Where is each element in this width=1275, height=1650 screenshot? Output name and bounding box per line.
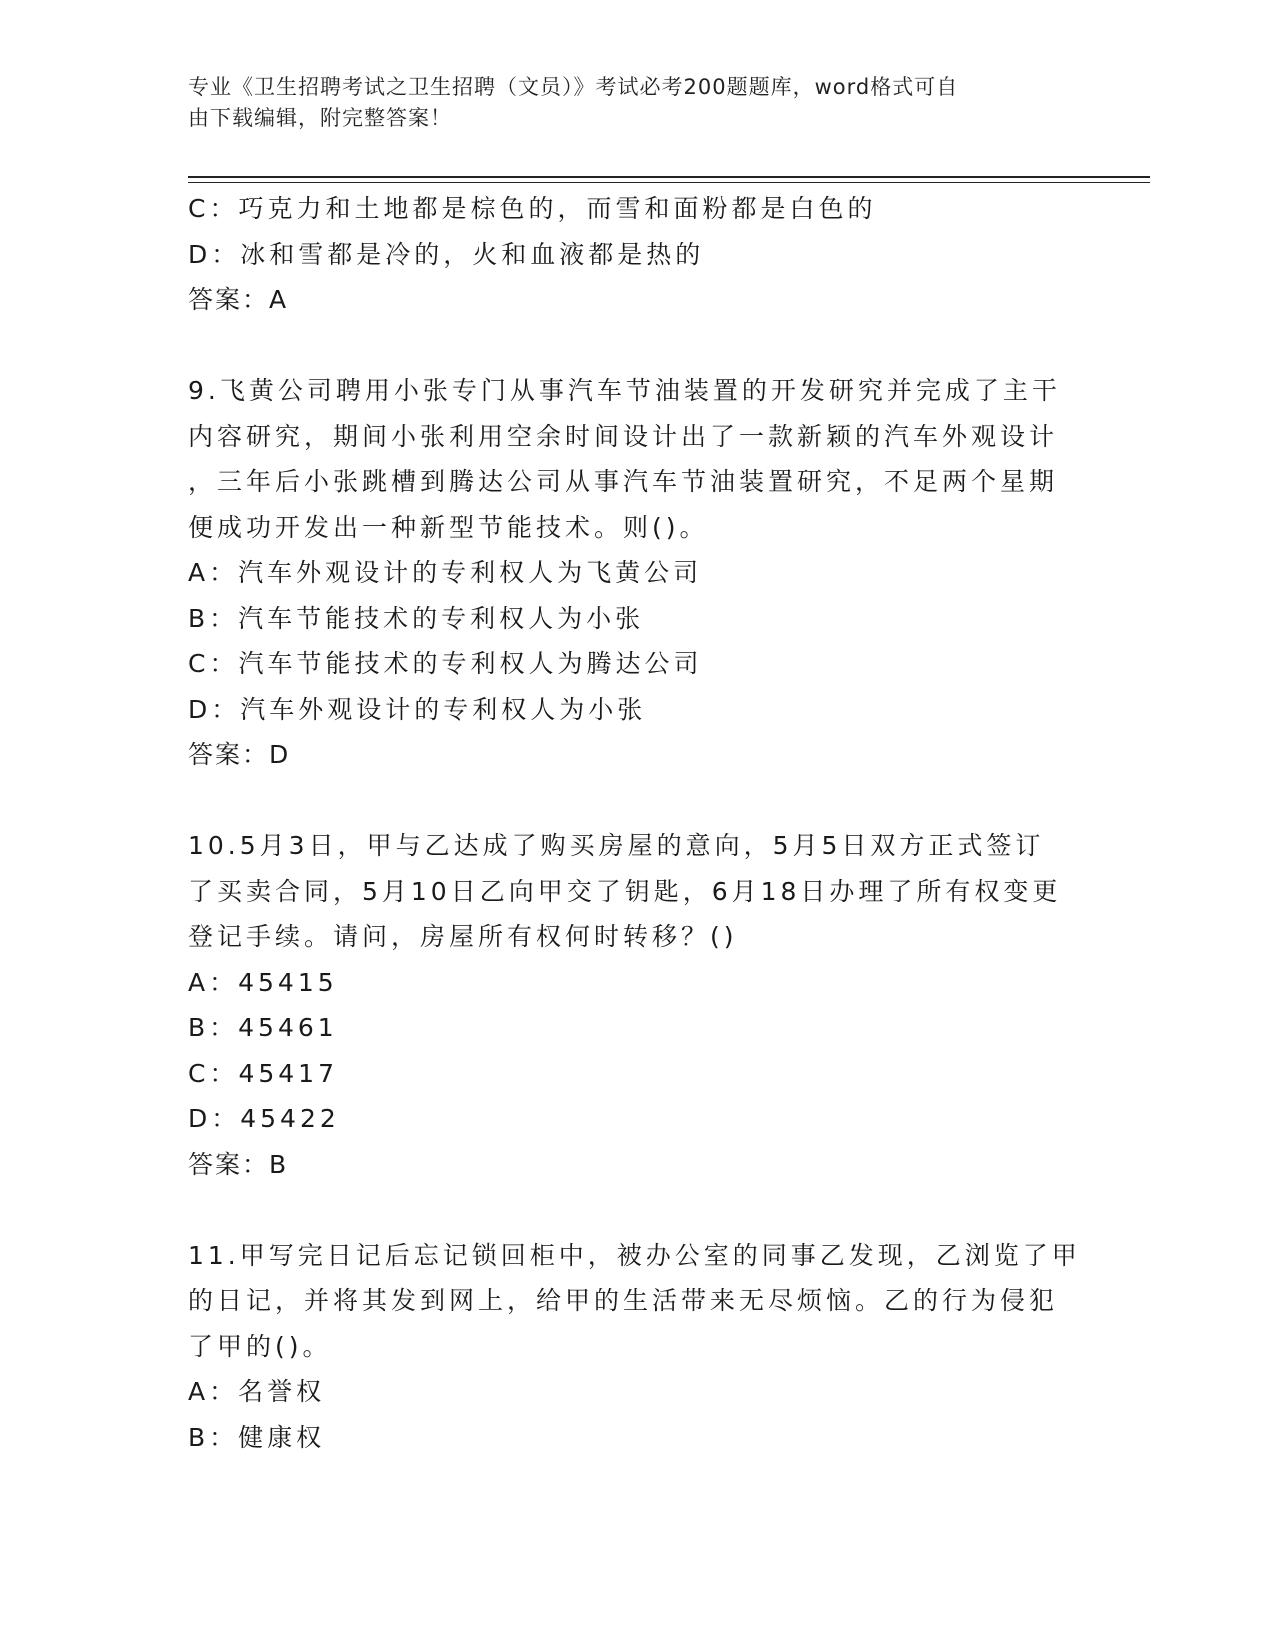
option-d: D：汽车外观设计的专利权人为小张 [188, 694, 647, 724]
question-list [188, 186, 1088, 1460]
option-a: A：名誉权 [188, 1377, 326, 1406]
spacer [188, 323, 1088, 369]
option-c: C：汽车节能技术的专利权人为腾达公司 [188, 649, 703, 678]
header-divider-thin [188, 182, 1150, 183]
question-stem-line: 了买卖合同，5月10日乙向甲交了钥匙，6月18日办理了所有权变更 [188, 876, 1062, 906]
question-stem-line: ，三年后小张跳槽到腾达公司从事汽车节油装置研究，不足两个星期 [188, 467, 1059, 496]
option-b: B：45461 [188, 1013, 338, 1042]
option-c: C：45417 [188, 1058, 338, 1088]
question-stem-line: 内容研究，期间小张利用空余时间设计出了一款新颖的汽车外观设计 [188, 421, 1059, 451]
question-stem-line: 的日记，并将其发到网上，给甲的生活带来无尽烦恼。乙的行为侵犯 [188, 1286, 1059, 1315]
option-a: A：汽车外观设计的专利权人为飞黄公司 [188, 558, 703, 587]
question-9 [188, 368, 1088, 778]
document-header [188, 72, 1068, 134]
question-11 [188, 1233, 1088, 1461]
question-stem-line: 10.5月3日，甲与乙达成了购买房屋的意向，5月5日双方正式签订 [188, 831, 1045, 860]
answer-line: 答案：D [188, 740, 291, 769]
question-stem-line: 9.飞黄公司聘用小张专门从事汽车节油装置的开发研究并完成了主干 [188, 376, 1061, 405]
header-line-1: 专业《卫生招聘考试之卫生招聘（文员）》考试必考200题题库，word格式可自 [188, 75, 959, 99]
spacer [188, 1187, 1088, 1233]
header-line-2: 由下载编辑，附完整答案！ [188, 106, 452, 130]
question-10 [188, 823, 1088, 1187]
option-b: B：汽车节能技术的专利权人为小张 [188, 603, 645, 633]
question-stem-line: 便成功开发出一种新型节能技术。则()。 [188, 512, 709, 542]
previous-question [188, 186, 1088, 323]
answer-line: 答案：B [188, 1149, 289, 1179]
question-stem-line: 登记手续。请问，房屋所有权何时转移？() [188, 922, 738, 951]
header-divider-thick [188, 176, 1150, 178]
option-b: B：健康权 [188, 1422, 326, 1452]
option-d: D：45422 [188, 1104, 340, 1133]
answer-line: 答案：A [188, 285, 289, 314]
option-a: A：45415 [188, 967, 338, 997]
spacer [188, 778, 1088, 824]
question-stem-line: 了甲的()。 [188, 1331, 332, 1361]
option-d: D：冰和雪都是冷的，火和血液都是热的 [188, 239, 705, 269]
question-stem-line: 11.甲写完日记后忘记锁回柜中，被办公室的同事乙发现，乙浏览了甲 [188, 1240, 1081, 1270]
option-c: C：巧克力和土地都是棕色的，而雪和面粉都是白色的 [188, 194, 877, 223]
